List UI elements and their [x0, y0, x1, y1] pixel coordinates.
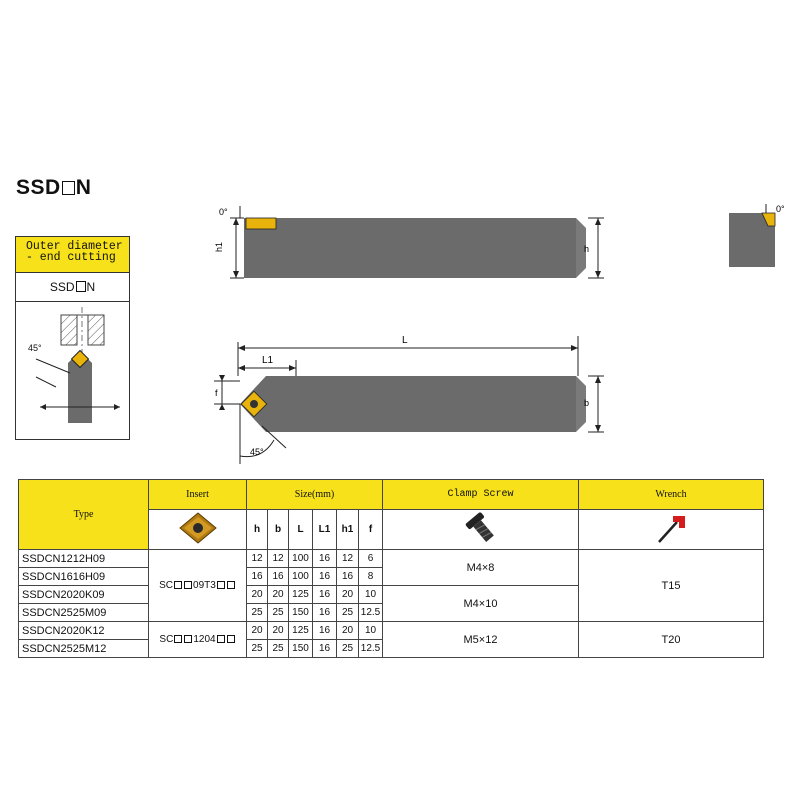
cell-h1: 20: [337, 622, 359, 640]
placeholder-square-icon: [217, 581, 225, 589]
cell-f: 6: [359, 550, 383, 568]
infobox-angle: 45°: [28, 343, 42, 353]
col-h: h: [247, 510, 268, 550]
insert-header: Insert: [149, 480, 247, 510]
cell-f: 12.5: [359, 640, 383, 658]
title-prefix: SSD: [16, 176, 61, 199]
placeholder-square-icon: [217, 635, 225, 643]
clamp-screw-header: Clamp Screw: [383, 480, 579, 510]
model-cell: SSDCN1212H09: [19, 550, 149, 568]
clamp-b-cell: M4×10: [383, 586, 579, 622]
insert-12-mid: 1204: [193, 634, 216, 645]
table-row: [19, 550, 764, 568]
cell-f: 8: [359, 568, 383, 586]
insert-12-cell: [149, 622, 247, 658]
cell-b: 20: [268, 586, 289, 604]
type-header: Type: [19, 480, 149, 550]
insert-image: [149, 510, 247, 550]
f-label: f: [215, 388, 218, 398]
cell-L: 125: [289, 622, 313, 640]
cell-f: 10: [359, 586, 383, 604]
placeholder-square-icon: [227, 581, 235, 589]
cell-h: 25: [247, 640, 268, 658]
clamp-a-cell: M4×8: [383, 550, 579, 586]
end-view: [729, 204, 785, 267]
wrench-b-cell: T20: [579, 622, 764, 658]
h-label: h: [584, 244, 590, 254]
cell-b: 16: [268, 568, 289, 586]
cell-L1: 16: [313, 568, 337, 586]
h1-label: h1: [214, 241, 224, 252]
placeholder-square-icon: [184, 635, 192, 643]
cell-L: 125: [289, 586, 313, 604]
L-label: L: [402, 335, 408, 346]
model-cell: SSDCN2020K12: [19, 622, 149, 640]
col-h1: h1: [337, 510, 359, 550]
insert-09-mid: 09T3: [193, 580, 216, 591]
cell-L: 100: [289, 568, 313, 586]
col-L: L: [289, 510, 313, 550]
model-cell: SSDCN2525M12: [19, 640, 149, 658]
cell-h1: 16: [337, 568, 359, 586]
clamp-screw-image: [383, 510, 579, 550]
infobox-model-suffix: N: [86, 280, 96, 294]
cell-h: 25: [247, 604, 268, 622]
infobox-model-prefix: SSD: [49, 280, 75, 294]
cell-h: 12: [247, 550, 268, 568]
model-cell: SSDCN1616H09: [19, 568, 149, 586]
wrench-header: Wrench: [579, 480, 764, 510]
cell-h: 20: [247, 622, 268, 640]
application-line-1: Outer diameter: [26, 240, 123, 253]
b-label: b: [584, 398, 590, 408]
spec-table: [18, 479, 764, 658]
angle-bottom-label: 45°: [250, 447, 264, 457]
cell-h1: 25: [337, 604, 359, 622]
screw-icon: [461, 510, 501, 546]
cell-L1: 16: [313, 550, 337, 568]
col-L1: L1: [313, 510, 337, 550]
cell-f: 10: [359, 622, 383, 640]
L1-label: L1: [262, 355, 274, 366]
wrench-image: [579, 510, 764, 550]
cell-L1: 16: [313, 604, 337, 622]
clamp-c-cell: M5×12: [383, 622, 579, 658]
cell-b: 20: [268, 622, 289, 640]
wrench-a-cell: T15: [579, 550, 764, 622]
cell-h1: 20: [337, 586, 359, 604]
cell-h: 16: [247, 568, 268, 586]
cell-L: 100: [289, 550, 313, 568]
insert-09-cell: [149, 550, 247, 622]
top-view: [214, 335, 604, 464]
title-suffix: N: [75, 176, 92, 199]
cell-h1: 25: [337, 640, 359, 658]
placeholder-square-icon: [174, 581, 182, 589]
cell-L1: 16: [313, 640, 337, 658]
cell-b: 12: [268, 550, 289, 568]
insert-icon: [178, 511, 218, 545]
cell-L1: 16: [313, 622, 337, 640]
cell-h1: 12: [337, 550, 359, 568]
cell-L1: 16: [313, 586, 337, 604]
placeholder-square-icon: [174, 635, 182, 643]
cell-f: 12.5: [359, 604, 383, 622]
angle-top-label: 0°: [219, 207, 228, 217]
model-cell: SSDCN2525M09: [19, 604, 149, 622]
cell-h: 20: [247, 586, 268, 604]
wrench-icon: [651, 510, 691, 546]
angle-end-label: 0°: [776, 204, 785, 214]
cell-b: 25: [268, 640, 289, 658]
side-view: [214, 206, 604, 278]
application-line-2: - end cutting: [26, 251, 116, 264]
placeholder-square-icon: [227, 635, 235, 643]
insert-12-prefix: SC: [159, 634, 174, 645]
cell-L: 150: [289, 640, 313, 658]
size-header: Size(mm): [247, 480, 383, 510]
cell-L: 150: [289, 604, 313, 622]
col-f: f: [359, 510, 383, 550]
col-b: b: [268, 510, 289, 550]
model-cell: SSDCN2020K09: [19, 586, 149, 604]
cell-b: 25: [268, 604, 289, 622]
table-row: [19, 622, 764, 640]
insert-09-prefix: SC: [159, 580, 174, 591]
placeholder-square-icon: [184, 581, 192, 589]
